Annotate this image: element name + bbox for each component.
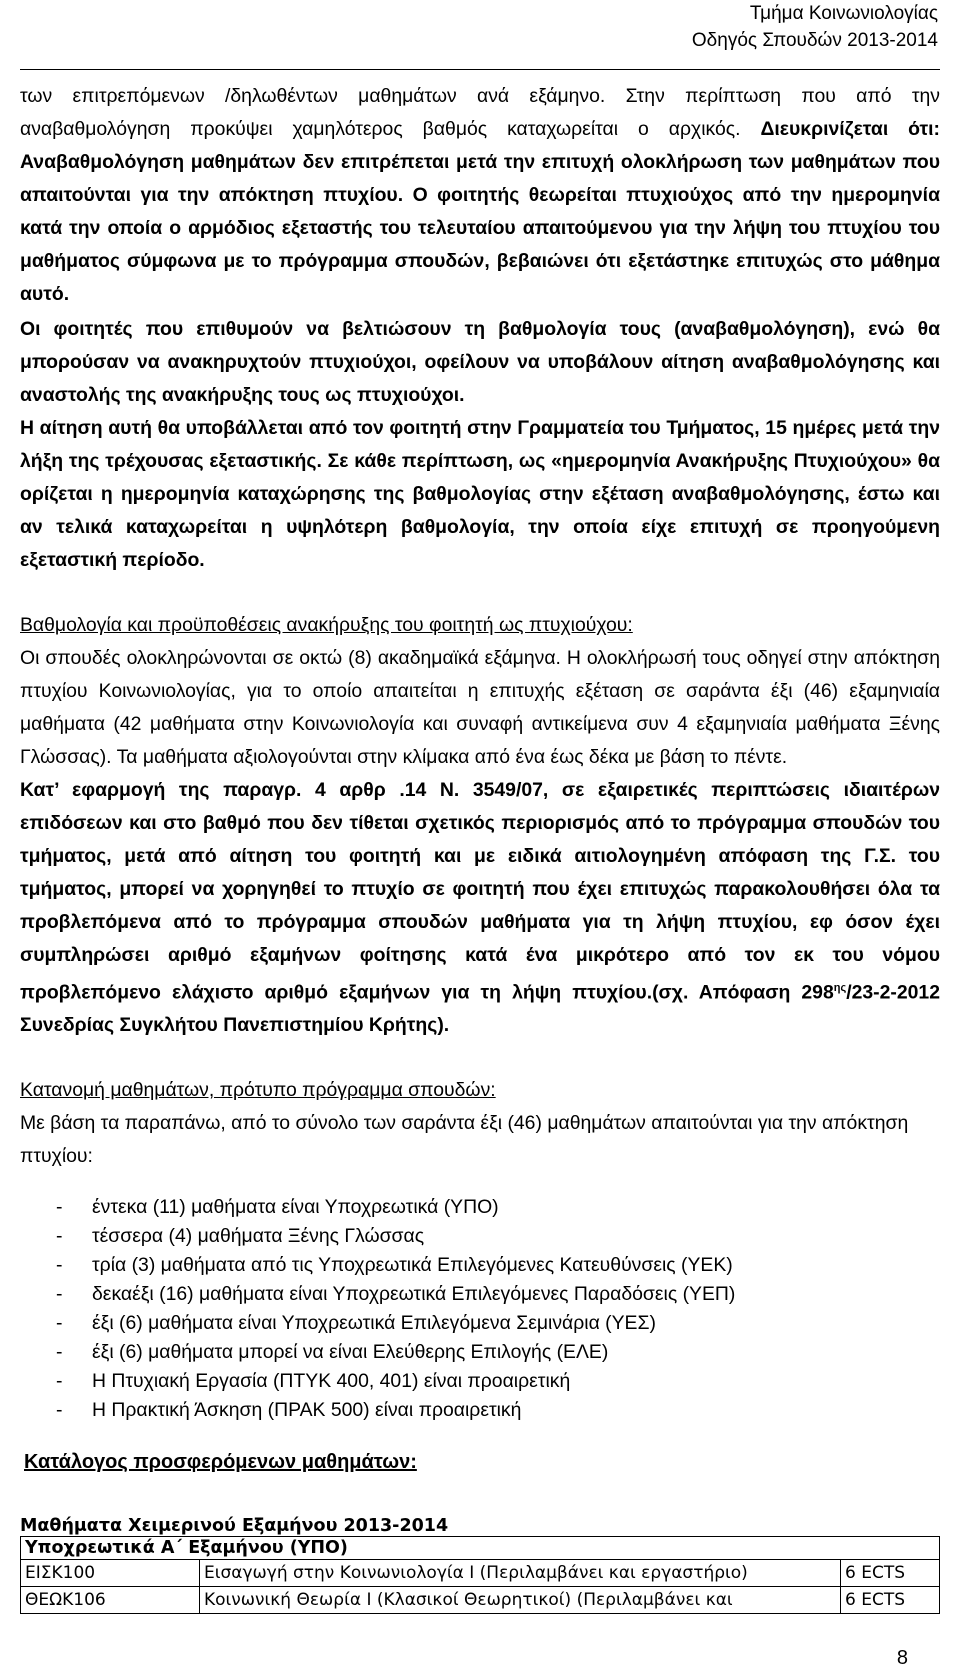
course-ects: 6 ECTS xyxy=(841,1560,940,1587)
page-header xyxy=(692,0,938,54)
header-guide-title: Οδηγός Σπουδών 2013-2014 xyxy=(691,30,938,51)
course-code: ΕΙΣΚ100 xyxy=(21,1560,200,1587)
paragraph-grading: Οι σπουδές ολοκληρώνονται σε οκτώ (8) ακαδημαϊκά εξάμηνα. Η ολοκλήρωσή τους οδηγεί στην απόκτηση πτυχίου Κοινωνιολογίας, για το οποίο απαιτείται η επιτυχής εξέταση σε σαράντα έξι (46) εξαμηνιαία μαθήματα (42 μαθήματα στην Κοινωνιολογία και συναφή αντικείμενα συν 4 εξαμηνιαία μαθήματα Ξένης Γλώσσας). Τα μαθήματα αξιολογούνται στην κλίμακα από ένα έως δέκα με βάση το πέντε. xyxy=(20,647,940,768)
header-department: Τμήμα Κοινωνιολογίας xyxy=(749,3,938,24)
paragraph-regrading xyxy=(20,80,940,311)
course-code: ΘΕΩΚ106 xyxy=(21,1587,200,1614)
page-number: 8 xyxy=(896,1647,908,1669)
exception-text-start: Κατ’ εφαρμογή της παραγρ. 4 αρθρ .14 Ν. 3549/07, σε εξαιρετικές περιπτώσεις ιδιαιτέρων επιδόσεων και στο βαθμό που δεν τίθεται σχετικός περιορισμός από το πρόγραμμα σπουδών του τμήματος, μετά από αίτηση του φοιτητή και με ειδικά αιτιολογημένη απόφαση της Γ.Σ. του τμήματος, μπορεί να χορηγηθεί το πτυχίο σε φοιτητή που έχει επιτυχώς παρακολουθήσει όλα τα προβλεπόμενα από το πρόγραμμα σπουδών μαθήματα για τη λήψη πτυχίου, εφ όσον έχει συμπληρώσει αριθμό εξαμήνων φοίτησης κατά ένα μικρότερο από τον εκ του νόμου προβλεπόμενο ελάχιστο αριθμό εξαμήνων για τη λήψη πτυχίου.(σχ. Απόφαση 298 xyxy=(20,779,940,1004)
header-divider xyxy=(20,69,940,70)
table-row xyxy=(21,1587,940,1614)
table-row xyxy=(21,1560,940,1587)
paragraph-regrading-bold: Διευκρινίζεται ότι: Αναβαθμολόγηση μαθημάτων δεν επιτρέπεται μετά την επιτυχή ολοκλήρωση των μαθημάτων που απαιτούνται για την απόκτηση πτυχίου. Ο φοιτητής θεωρείται πτυχιούχος από την ημερομηνία κατά την οποία ο αρμόδιος εξεταστής του τελευταίου απαιτούμενου για την λήψη του πτυχίου του μαθήματος σύμφωνα με το πρόγραμμα σπουδών, βεβαιώνει ότι εξετάστηκε επιτυχώς στο μάθημα αυτό. xyxy=(20,118,940,305)
exception-superscript: ης xyxy=(833,982,847,994)
exception-text-end: /23-2-2012 Συνεδρίας Συγκλήτου Πανεπιστημίου Κρήτης). xyxy=(20,981,940,1037)
semester-title: Μαθήματα Χειμερινού Εξαμήνου 2013-2014 xyxy=(20,1516,449,1537)
list-item: - Η Πρακτική Άσκηση (ΠΡΑΚ 500) είναι προαιρετική xyxy=(56,1399,522,1422)
table-group-row xyxy=(21,1537,940,1560)
section-heading-grading: Βαθμολογία και προϋποθέσεις ανακήρυξης του φοιτητή ως πτυχιούχου: xyxy=(20,614,633,636)
list-item: - δεκαέξι (16) μαθήματα είναι Υποχρεωτικά Επιλεγόμενες Παραδόσεις (ΥΕΠ) xyxy=(56,1283,736,1306)
paragraph-application: Η αίτηση αυτή θα υποβάλλεται από τον φοιτητή στην Γραμματεία του Τμήματος, 15 ημέρες μετά την λήξη της τρέχουσας εξεταστικής. Σε κάθε περίπτωση, ως «ημερομηνία Ανακήρυξης Πτυχιούχου» θα ορίζεται η ημερομηνία καταχώρησης της βαθμολογίας στην εξέταση αναβαθμολόγησης, έστω και αν τελικά καταχωρείται η υψηλότερη βαθμολογία, την οποία είχε επιτυχή σε προηγούμενη εξεταστική περίοδο. xyxy=(20,417,940,571)
course-title: Εισαγωγή στην Κοινωνιολογία Ι (Περιλαμβάνει και εργαστήριο) xyxy=(200,1560,841,1587)
course-distribution-list xyxy=(20,1193,940,1425)
paragraph-improvement: Οι φοιτητές που επιθυμούν να βελτιώσουν τη βαθμολογία τους (αναβαθμολόγηση), ενώ θα μπορούσαν να ανακηρυχτούν πτυχιούχοι, οφείλουν να υποβάλουν αίτηση αναβαθμολόγησης και αναστολής της ανακήρυξης τους ως πτυχιούχοι. xyxy=(20,318,940,406)
list-item: - έντεκα (11) μαθήματα είναι Υποχρεωτικά (ΥΠΟ) xyxy=(56,1196,499,1219)
list-item: - τρία (3) μαθήματα από τις Υποχρεωτικά Επιλεγόμενες Κατευθύνσεις (ΥΕΚ) xyxy=(56,1254,733,1277)
paragraph-distribution: Με βάση τα παραπάνω, από το σύνολο των σαράντα έξι (46) μαθημάτων απαιτούνται για την απόκτηση πτυχίου: xyxy=(20,1112,909,1168)
paragraph-regrading-normal: των επιτρεπόμενων /δηλωθέντων μαθημάτων ανά εξάμηνο. Στην περίπτωση που από την αναβαθμολόγηση προκύψει χαμηλότερος βαθμός καταχωρείται ο αρχικός. xyxy=(20,85,940,140)
paragraph-exception xyxy=(20,774,940,1042)
section-heading-distribution: Κατανομή μαθημάτων, πρότυπο πρόγραμμα σπουδών: xyxy=(20,1079,496,1102)
course-title: Κοινωνική Θεωρία Ι (Κλασικοί Θεωρητικοί) (Περιλαμβάνει και xyxy=(200,1587,841,1614)
list-item: - έξι (6) μαθήματα είναι Υποχρεωτικά Επιλεγόμενα Σεμινάρια (ΥΕΣ) xyxy=(56,1312,656,1335)
course-ects: 6 ECTS xyxy=(841,1587,940,1614)
list-item: - έξι (6) μαθήματα μπορεί να είναι Ελεύθερης Επιλογής (ΕΛΕ) xyxy=(56,1341,609,1364)
list-item: - Η Πτυχιακή Εργασία (ΠΤΥΚ 400, 401) είναι προαιρετική xyxy=(56,1370,571,1393)
page-content xyxy=(20,80,940,1614)
group-title: Υποχρεωτικά Α΄ Εξαμήνου (ΥΠΟ) xyxy=(21,1537,940,1560)
course-table xyxy=(20,1536,940,1614)
list-item: - τέσσερα (4) μαθήματα Ξένης Γλώσσας xyxy=(56,1225,425,1248)
catalog-title: Κατάλογος προσφερόμενων μαθημάτων: xyxy=(24,1451,417,1474)
